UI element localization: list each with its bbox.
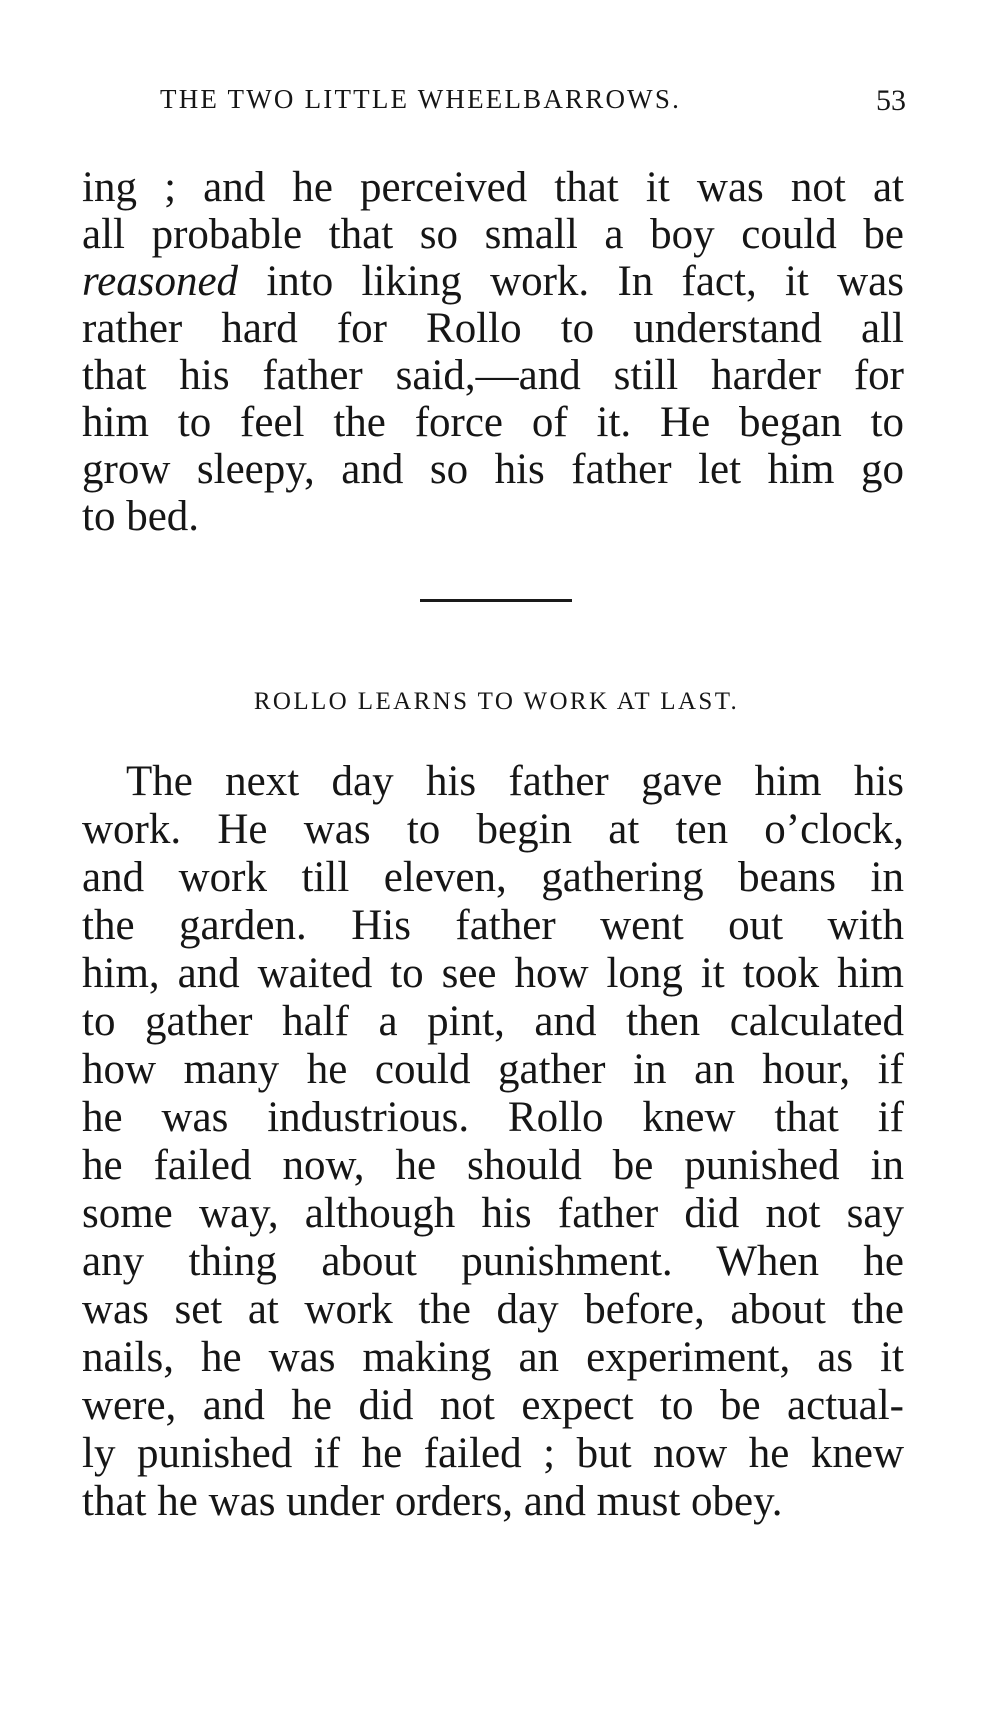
text-line: were, and he did not expect to be actual- <box>82 1382 904 1429</box>
text-line: ly punished if he failed ; but now he knew <box>82 1430 904 1477</box>
text-line: nails, he was making an experiment, as it <box>82 1334 904 1381</box>
italic-word: reasoned <box>82 258 239 305</box>
text-line: he was industrious. Rollo knew that if <box>82 1094 904 1141</box>
section-heading: ROLLO LEARNS TO WORK AT LAST. <box>253 688 740 715</box>
text-line: the garden. His father went out with <box>82 902 904 949</box>
text-line: and work till eleven, gathering beans in <box>82 854 904 901</box>
running-head-title: THE TWO LITTLE WHEELBARROWS. <box>160 84 682 114</box>
section-divider <box>420 599 572 602</box>
text-line: to gather half a pint, and then calculated <box>82 998 904 1045</box>
text-line: was set at work the day before, about the <box>82 1286 904 1333</box>
text-line: The next day his father gave him his <box>126 758 904 805</box>
text-line: some way, although his father did not say <box>82 1190 904 1237</box>
text-line: work. He was to begin at ten o’clock, <box>82 806 904 853</box>
text-line <box>82 257 904 307</box>
text-line: all probable that so small a boy could be <box>82 211 904 258</box>
page-number: 53 <box>876 84 906 117</box>
text-line: that he was under orders, and must obey. <box>82 1478 783 1525</box>
text-line: rather hard for Rollo to understand all <box>82 305 904 352</box>
text-line: he failed now, he should be punished in <box>82 1142 904 1189</box>
text-line: that his father said,—and still harder for <box>82 352 904 399</box>
text-line-rest: into liking work. In fact, it was <box>266 258 904 305</box>
running-head <box>160 84 930 118</box>
text-line: to bed. <box>82 493 200 540</box>
text-line: how many he could gather in an hour, if <box>82 1046 904 1093</box>
text-line: him, and waited to see how long it took him <box>82 950 904 997</box>
text-line: grow sleepy, and so his father let him go <box>82 446 904 493</box>
text-line: any thing about punishment. When he <box>82 1238 904 1285</box>
text-line: him to feel the force of it. He began to <box>82 399 904 446</box>
text-line: ing ; and he perceived that it was not at <box>82 164 904 211</box>
